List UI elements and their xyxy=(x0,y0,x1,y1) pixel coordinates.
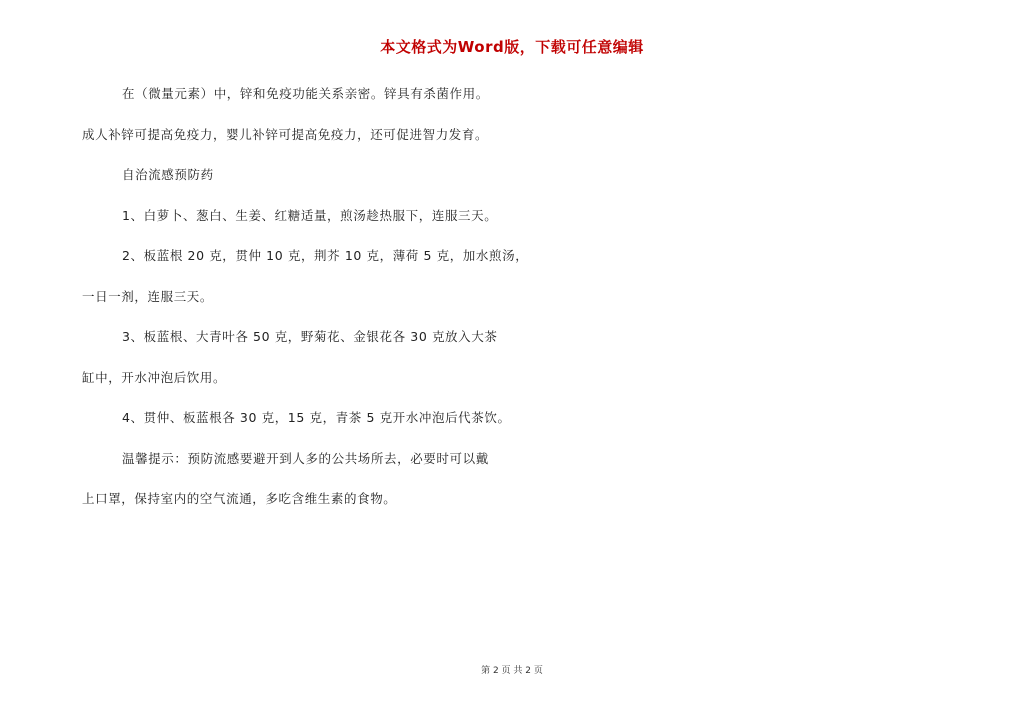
tip-paragraph-continuation: 上口罩，保持室内的空气流通，多吃含维生素的食物。 xyxy=(82,491,397,506)
list-item: 4、贯仲、板蓝根各 30 克，15 克，青茶 5 克开水冲泡后代茶饮。 xyxy=(122,410,511,425)
page-number-footer: 第 2 页 共 2 页 xyxy=(481,666,543,676)
list-item-continuation: 一日一剂，连服三天。 xyxy=(82,288,214,304)
list-item-continuation: 缸中，开水冲泡后饮用。 xyxy=(82,369,227,385)
section-heading: 自治流感预防药 xyxy=(122,167,214,182)
list-item: 3、板蓝根、大青叶各 50 克，野菊花、金银花各 30 克放入大茶 xyxy=(122,329,498,344)
document-body xyxy=(82,86,542,532)
tip-paragraph-line: 温馨提示：预防流感要避开到人多的公共场所去，必要时可以戴 xyxy=(122,450,489,466)
document-banner: 本文格式为Word版，下载可任意编辑 xyxy=(380,38,644,56)
paragraph-line: 成人补锌可提高免疫力，婴儿补锌可提高免疫力，还可促进智力发育。 xyxy=(82,126,489,142)
list-item: 1、白萝卜、葱白、生姜、红糖适量，煎汤趁热服下，连服三天。 xyxy=(122,207,498,223)
paragraph-line: 在（微量元素）中，锌和免疫功能关系亲密。锌具有杀菌作用。 xyxy=(122,86,489,101)
list-item: 2、板蓝根 20 克，贯仲 10 克，荆芥 10 克，薄荷 5 克，加水煎汤， xyxy=(122,248,529,263)
